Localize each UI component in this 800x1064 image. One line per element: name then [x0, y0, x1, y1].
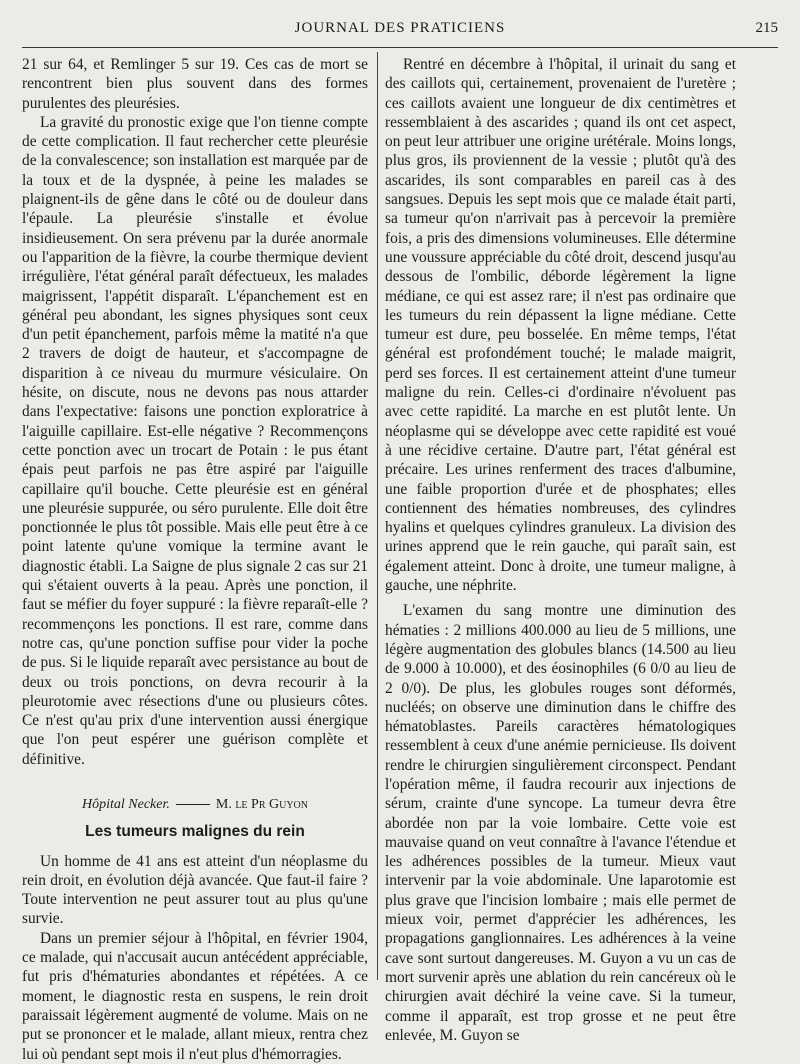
right-column [385, 55, 736, 1045]
byline-dash [176, 804, 210, 805]
paragraph: 21 sur 64, et Remlinger 5 sur 19. Ces cas de mort se rencontrent bien plus souvent dans des formes purulentes des pleurésies. [22, 56, 368, 112]
section-professor: M. le Pr Guyon [215, 796, 308, 812]
section-place: Hôpital Necker. [82, 796, 170, 812]
journal-title: JOURNAL DES PRATICIENS [294, 20, 506, 36]
paragraph: L'examen du sang montre une diminution des hématies : 2 millions 400.000 au lieu de 5 millions, une légère augmentation des globules blancs (14.500 au lieu de 9.000 à 10.000), et des éosinophiles (6 0/0 au lieu de 2 0/0). De plus, les globules rouges sont déformés, nucléés; on observe une diminution dans le chiffre des hématoblastes. Pareils caractères hématologiques ressemblent à ceux d'une anémie pernicieuse. Ils doivent rendre le chirurgien singulièrement circonspect. Pendant l'opération même, il faudra recourir aux injections de sérum, crainte d'une syncope. La tumeur devra être abordée non par la voie lombaire. Cette voie est mauvaise quand on veut connaître à l'avance l'étendue et les adhérences possibles de la tumeur. Mieux vaut intervenir par la voie abdominale. Une laparotomie est plus grave que l'incision lombaire ; mais elle permet de mieux voir, permet d'apprécier les adhérences, les propagations ganglionnaires. Les adhérences à la veine cave sont surtout dangereuses. M. Guyon a vu un cas de mort survenir après une ablation du rein cancéreux où le chirurgien avait déchiré la veine cave. Si la tumeur, comme il apparaît, est trop grosse et ne peut être enlevée, M. Guyon se [385, 602, 736, 1044]
paragraph: Un homme de 41 ans est atteint d'un néoplasme du rein droit, en évolution déjà avancée. Que faut-il faire ? Toute intervention ne peut assurer tout au plus qu'une survie. [22, 852, 368, 928]
header-rule [22, 47, 778, 48]
paragraph: Dans un premier séjour à l'hôpital, en février 1904, ce malade, qui n'accusait aucun antécédent appréciable, fut pris d'hématuries abondantes et répétées. A ce moment, le diagnostic resta en suspens, le rein droit paraissait légèrement augmenté de volume. Mais on ne put se prononcer et le malade, allant mieux, rentra chez lui où pendant sept mois il n'eut plus d'hémorragies. [22, 929, 368, 1063]
page-number: 215 [755, 20, 778, 36]
paragraph: Rentré en décembre à l'hôpital, il urinait du sang et des caillots qui, certainement, provenaient de l'uretère ; ces caillots avaient une longueur de dix centimètres et ressemblaient à des ascarides ; quand ils ont cet aspect, on peut leur attribuer une origine urétérale. Moins longs, plus gros, ils proviennent de la vessie ; plutôt qu'à des ascarides, ils sont comparables en pareil cas à des sangsues. Depuis les sept mois que ce malade était parti, sa tumeur qu'on n'arrivait pas à percevoir la première fois, a pris des dimensions volumineuses. Elle détermine une voussure appréciable du côté droit, descend jusqu'au dessous de l'ombilic, déborde légèrement la ligne médiane, ce qui est assez rare; il n'est pas ordinaire que les tumeurs du rein dépassent la ligne médiane. Cette tumeur est dure, peu bosselée. En même temps, l'état général est profondément touché; le malade maigrit, perd ses forces. Il est certainement atteint d'une tumeur maligne du rein. Celles-ci d'ordinaire n'évoluent pas avec cette rapidité. La marche en est plutôt lente. Un néoplasme qui se développe avec cette rapidité est voué à une récidive certaine. D'autre part, l'état général est précaire. Les urines renferment des traces d'albumine, une faible proportion d'urée et de phosphates; elles contiennent des hématies nombreuses, des cylindres hyalins et quelques cylindres granuleux. La division des urines apprend que le rein gauche, qui paraît sain, est également atteint. Donc à droite, une tumeur maligne, à gauche, une néphrite. [385, 56, 736, 595]
left-column [22, 55, 368, 1064]
section-byline [22, 795, 368, 814]
paragraph: La gravité du pronostic exige que l'on tienne compte de cette complication. Il faut rechercher cette pleurésie de la convalescence; son installation est marquée par de la toux et de la dyspnée, à peine les malades se plaignent-ils de gêne dans le côté ou de douleur dans l'épaule. La pleurésie s'installe et évolue insidieusement. On sera prévenu par la durée anormale ou l'apparition de la fièvre, la courbe thermique devient irrégulière, l'état général paraît défectueux, les malades maigrissent, l'appétit disparaît. L'épanchement est en général peu abondant, les signes physiques sont ceux d'un petit épanchement, parfois même la matité n'a que 2 travers de doigt de hauteur, et s'accompagne de disparition à ce niveau du murmure vésiculaire. On hésite, on discute, nous ne devons pas nous attarder dans l'expectative: faisons une ponction exploratrice à l'aiguille capillaire. Est-elle négative ? Recommençons cette ponction avec un trocart de Potain : le pus étant épais peut parfois ne pas être aspiré par l'aiguille capillaire qu'il bouche. Cette pleurésie est en général une pleurésie suppurée, ou séro purulente. Elle doit être ponctionnée le plus tôt possible. Mais elle peut être à ce point latente qu'une vomique la termine avant le diagnostic établi. La Saigne de plus signale 2 cas sur 21 qui s'étaient ouverts à la peau. Après une ponction, il faut se méfier du foyer suppuré : la fièvre reparaît-elle ? recommençons les ponctions. Il est rare, comme dans notre cas, qu'une ponction suffise pour vider la poche de pus. Si le liquide reparaît avec persistance au bout de deux ou trois ponctions, on devra recourir à la pleurotomie avec résections d'une ou plusieurs côtes. Ce n'est qu'au prix d'une intervention aussi énergique que l'on peut espérer une guérison complète et définitive. [22, 113, 368, 768]
column-divider [377, 52, 378, 980]
section-title: Les tumeurs malignes du rein [85, 823, 305, 841]
page-header [22, 20, 778, 42]
